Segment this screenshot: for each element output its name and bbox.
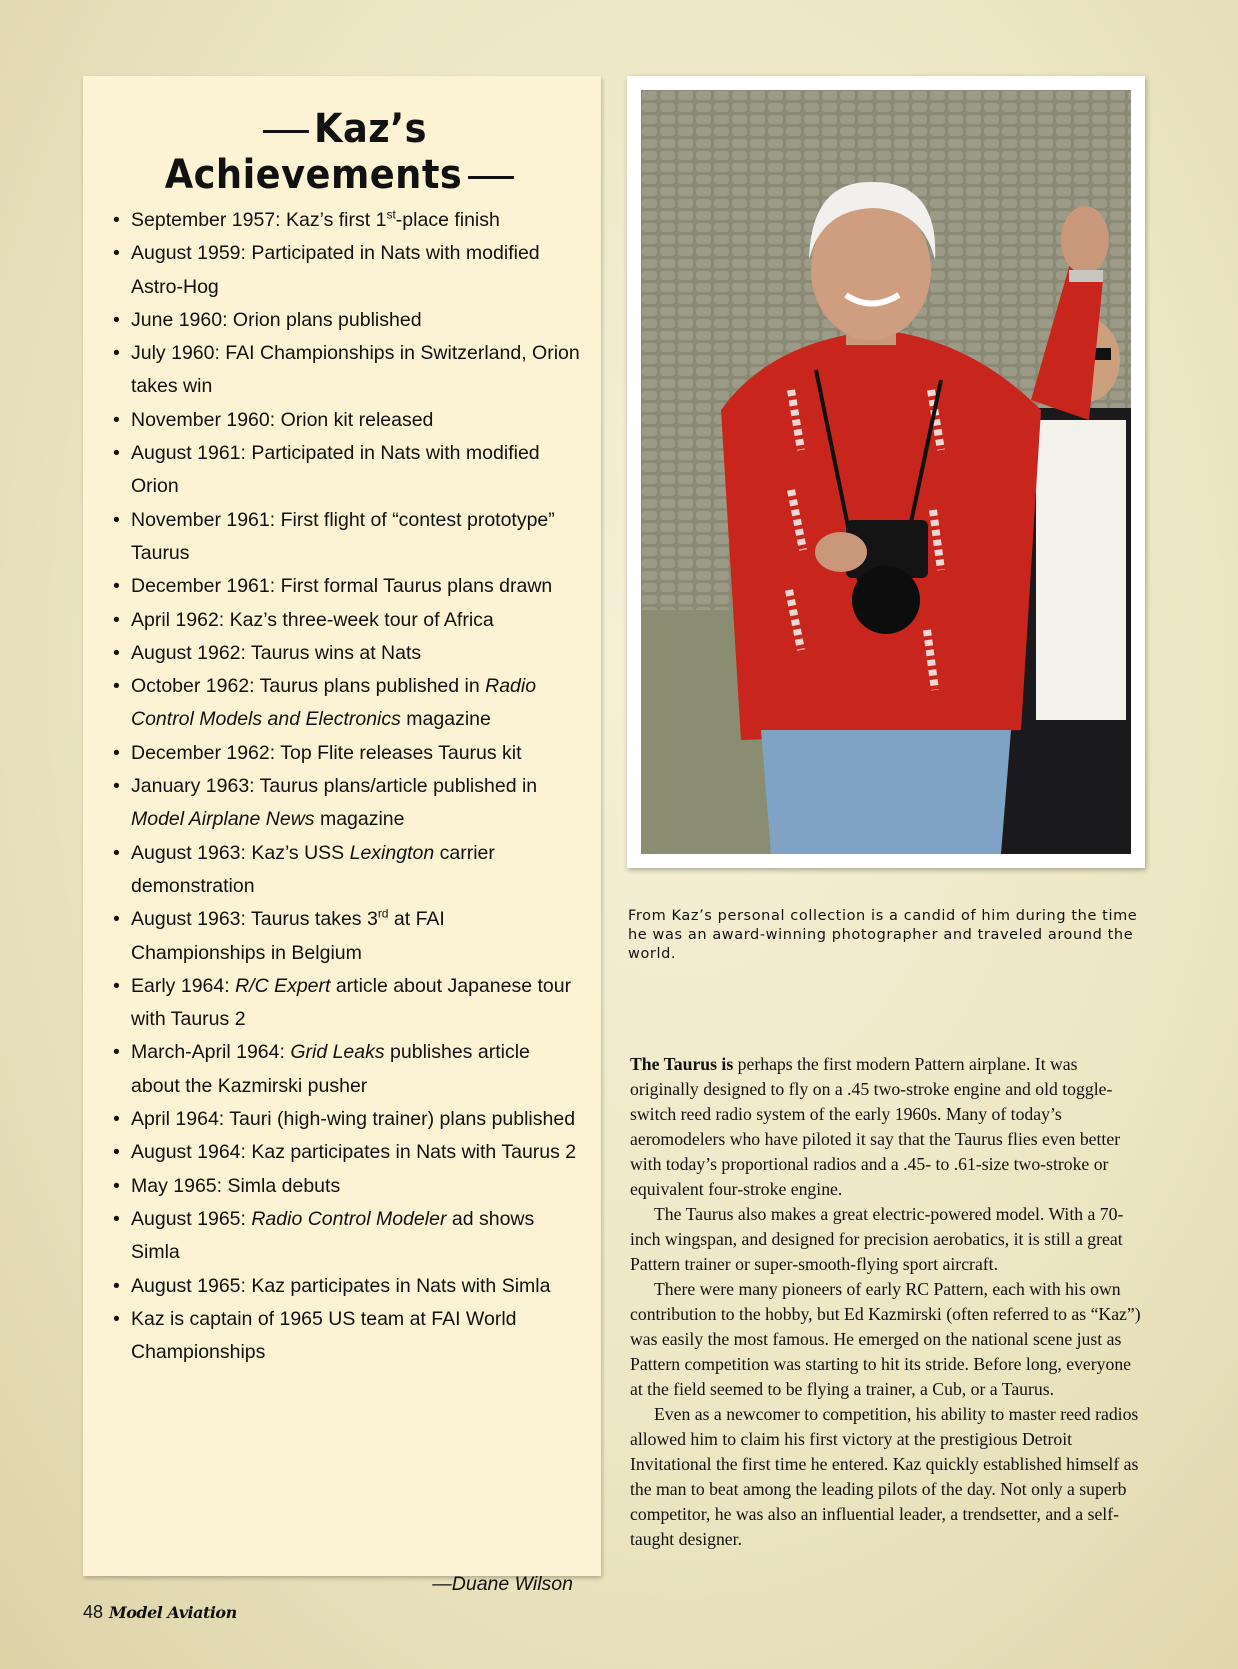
- list-item: • January 1963: Taurus plans/article published in Model Airplane News magazine: [113, 770, 583, 837]
- list-item: • August 1963: Kaz’s USS Lexington carrier demonstration: [113, 837, 583, 904]
- article-paragraph: The Taurus also makes a great electric-powered model. With a 70-inch wingspan, and designed for precision aerobatics, it is still a great Pattern trainer or super-smooth-flying sport aircraft.: [630, 1204, 1124, 1274]
- sidebar-title: [104, 106, 581, 198]
- list-item: • December 1961: First formal Taurus plans drawn: [113, 570, 583, 603]
- article-paragraph: There were many pioneers of early RC Pattern, each with his own contribution to the hobby, but Ed Kazmirski (often referred to as “Kaz”) was easily the most famous. He emerged on the national scene just as Pattern competition was starting to hit its stride. Before long, everyone at the field seemed to be flying a trainer, a Cub, or a Taurus.: [630, 1279, 1141, 1399]
- title-rule-right: [468, 176, 514, 179]
- photo-caption: From Kaz’s personal collection is a candid of him during the time he was an award-winning photographer and traveled around the world.: [628, 908, 1138, 962]
- list-item: • August 1961: Participated in Nats with modified Orion: [113, 437, 583, 504]
- list-item: • August 1962: Taurus wins at Nats: [113, 637, 583, 670]
- list-item: • August 1964: Kaz participates in Nats with Taurus 2: [113, 1136, 583, 1169]
- magazine-name: Model Aviation: [109, 1603, 237, 1622]
- holding-hand: [815, 532, 867, 572]
- kaz-photo: [641, 90, 1131, 854]
- list-item: • September 1957: Kaz’s first 1st-place finish: [113, 204, 583, 237]
- list-item: • November 1961: First flight of “contest prototype” Taurus: [113, 504, 583, 571]
- article-paragraph: [630, 1052, 1148, 1202]
- article-lead: The Taurus is: [630, 1054, 734, 1074]
- bystander-shirt: [1036, 420, 1126, 720]
- page-footer: [83, 1602, 237, 1623]
- attribution: —Duane Wilson: [432, 1573, 573, 1595]
- list-item: • August 1963: Taurus takes 3rd at FAI Championships in Belgium: [113, 903, 583, 970]
- list-item: • Kaz is captain of 1965 US team at FAI World Championships: [113, 1303, 583, 1370]
- list-item: • December 1962: Top Flite releases Taurus kit: [113, 737, 583, 770]
- article-paragraph: Even as a newcomer to competition, his ability to master reed radios allowed him to claim his first victory at the prestigious Detroit Invitational the first time he entered. Kaz quickly established himself as the man to beat among the leading pilots of the day. Not only a superb competitor, he was also an influential leader, a trendsetter, and a self-taught designer.: [630, 1404, 1139, 1549]
- list-item: • April 1964: Tauri (high-wing trainer) plans published: [113, 1103, 583, 1136]
- article-body: [630, 1052, 1148, 1552]
- jeans: [761, 730, 1011, 854]
- list-item: • August 1965: Kaz participates in Nats with Simla: [113, 1270, 583, 1303]
- list-item: • October 1962: Taurus plans published in Radio Control Models and Electronics magazine: [113, 670, 583, 737]
- title-rule-left: [263, 130, 309, 133]
- achievement-list: [113, 204, 583, 1369]
- list-item: • August 1959: Participated in Nats with modified Astro-Hog: [113, 237, 583, 304]
- list-item: • June 1960: Orion plans published: [113, 304, 583, 337]
- achievements-sidebar: [83, 76, 601, 1595]
- list-item: • May 1965: Simla debuts: [113, 1170, 583, 1203]
- camera-lens: [852, 566, 920, 634]
- photo-frame: [627, 76, 1145, 868]
- list-item: • April 1962: Kaz’s three-week tour of Africa: [113, 604, 583, 637]
- list-item: • July 1960: FAI Championships in Switzerland, Orion takes win: [113, 337, 583, 404]
- list-item: • March-April 1964: Grid Leaks publishes article about the Kazmirski pusher: [113, 1036, 583, 1103]
- page-number: 48: [83, 1602, 104, 1622]
- watch: [1069, 270, 1103, 282]
- list-item: • August 1965: Radio Control Modeler ad shows Simla: [113, 1203, 583, 1270]
- list-item: • November 1960: Orion kit released: [113, 404, 583, 437]
- sidebar-title-text: Kaz’s Achievements: [164, 106, 463, 198]
- raised-fist: [1061, 206, 1109, 274]
- article-paragraph-1-text: perhaps the first modern Pattern airplane. It was originally designed to fly on a .45 two-stroke engine and old toggle-switch reed radio system of the early 1960s. Many of today’s aeromodelers who have piloted it say that the Taurus flies even better with today’s proportional radios and a .45- to .61-size two-stroke or equivalent four-stroke engine.: [630, 1054, 1121, 1199]
- list-item: • Early 1964: R/C Expert article about Japanese tour with Taurus 2: [113, 970, 583, 1037]
